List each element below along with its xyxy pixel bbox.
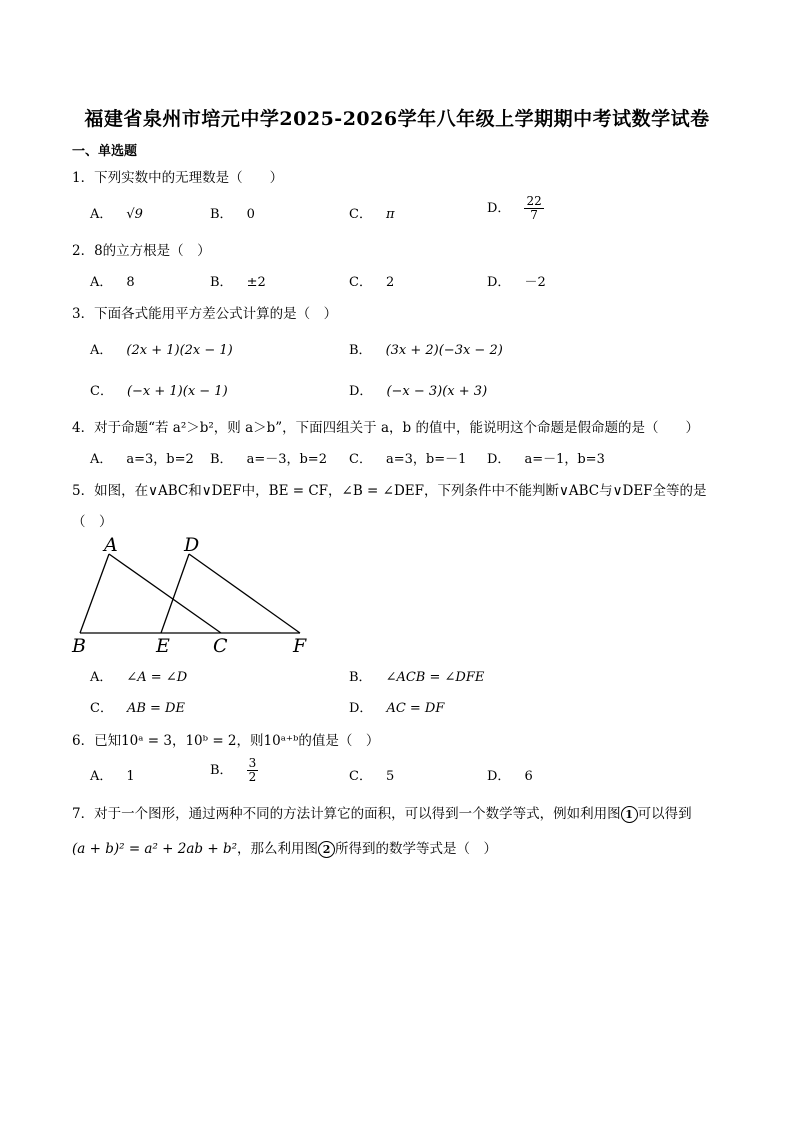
q1-option-a: A． √9 — [90, 207, 143, 222]
q4-option-d: D． a=－1，b=3 — [487, 452, 605, 467]
fraction: $\frac{3}{2}$ — [248, 756, 257, 784]
q6-option-d: D． 6 — [487, 769, 533, 784]
circled-number-1: 1 — [621, 806, 638, 823]
q4-option-b: B． a=－3，b=2 — [210, 452, 327, 467]
q3-option-a: A． (2x + 1)(2x − 1) — [90, 343, 233, 358]
segment-df — [189, 554, 300, 633]
question-4-stem: 4．对于命题“若 a²＞b²，则 a＞b”，下面四组关于 a，b 的值中，能说明这个命题是假命题的是（ ） — [72, 420, 699, 436]
q3-option-b: B． (3x + 2)(−3x − 2) — [349, 343, 503, 358]
question-1-stem: 1．下列实数中的无理数是（ ） — [72, 170, 284, 186]
triangle-figure — [70, 532, 320, 657]
q5-option-b: B． ∠ACB = ∠DFE — [349, 670, 485, 685]
segment-ab — [80, 554, 109, 633]
label-b: B — [72, 635, 86, 657]
q5-option-c: C． AB = DE — [90, 701, 185, 716]
q6-option-c: C． 5 — [349, 769, 395, 784]
q2-option-c: C． 2 — [349, 275, 395, 290]
q3-option-d: D． (−x − 3)(x + 3) — [349, 384, 488, 399]
q3-option-c: C． (−x + 1)(x − 1) — [90, 384, 228, 399]
question-2-stem: 2．8的立方根是（ ） — [72, 243, 211, 259]
q6-option-a: A． 1 — [90, 769, 135, 784]
q5-option-a: A． ∠A = ∠D — [90, 670, 188, 685]
question-7-stem-cont: (a + b)² = a² + 2ab + b²，那么利用图 2 所得到的数学等式是（ ） — [72, 841, 498, 857]
q2-option-b: B． ±2 — [210, 275, 266, 290]
page-title: 福建省泉州市培元中学2025-2026学年八年级上学期期中考试数学试卷 — [84, 108, 710, 130]
fraction: $\frac{22}{7}$ — [526, 194, 542, 222]
q4-option-a: A． a=3，b=2 — [90, 452, 194, 467]
question-6-stem: 6．已知10ᵃ = 3，10ᵇ = 2，则10ᵃ⁺ᵇ的值是（ ） — [72, 733, 380, 749]
circled-number-2: 2 — [318, 841, 335, 858]
question-3-stem: 3．下面各式能用平方差公式计算的是（ ） — [72, 306, 338, 322]
q4-option-c: C． a=3，b=－1 — [349, 452, 467, 467]
q1-option-b: B． 0 — [210, 207, 255, 222]
q5-option-d: D． AC = DF — [349, 701, 445, 716]
question-5-stem-cont: （ ） — [72, 514, 113, 530]
question-5-stem: 5．如图，在∨ABC和∨DEF中，BE = CF，∠B = ∠DEF，下列条件中不能判断∨ABC与∨DEF全等的是 — [72, 483, 707, 499]
q1-option-d: D． $\frac{22}{7}$ — [487, 194, 542, 222]
label-d: D — [184, 534, 200, 556]
label-f: F — [293, 635, 307, 657]
label-e: E — [156, 635, 170, 657]
section-heading: 一、单选题 — [72, 144, 138, 159]
question-7-stem: 7．对于一个图形，通过两种不同的方法计算它的面积，可以得到一个数学等式，例如利用图 1 可以得到 — [72, 806, 692, 822]
q2-option-d: D． －2 — [487, 275, 546, 290]
q2-option-a: A． 8 — [90, 275, 135, 290]
q1-option-c: C． π — [349, 207, 395, 222]
label-a: A — [104, 534, 118, 556]
q6-option-b: B． $\frac{3}{2}$ — [210, 756, 257, 784]
label-c: C — [213, 635, 228, 657]
